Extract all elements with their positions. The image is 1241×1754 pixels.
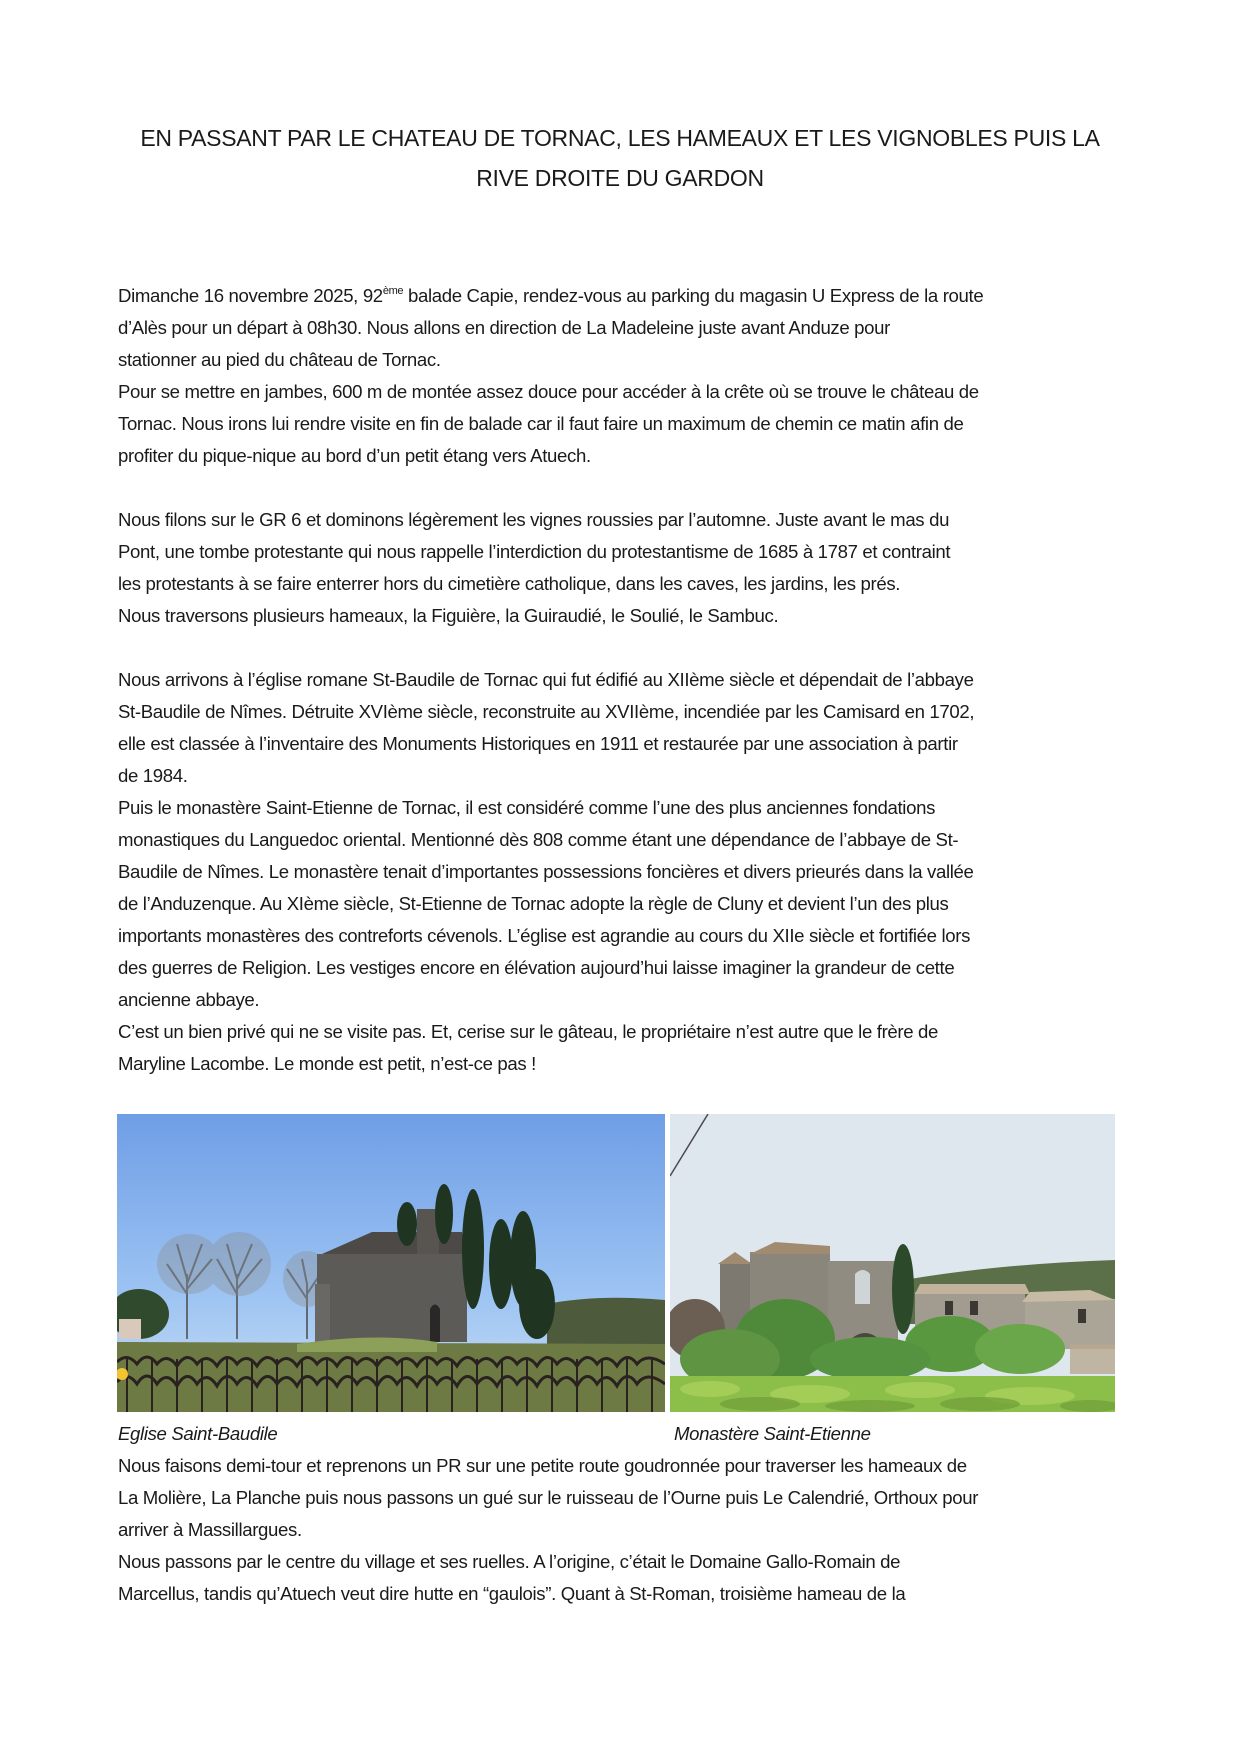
body-section-2 (118, 1450, 1128, 1610)
paragraph3-line: monastiques du Languedoc oriental. Mentionné dès 808 comme étant une dépendance de l’abbaye de St- (118, 829, 959, 850)
title-line-1: EN PASSANT PAR LE CHATEAU DE TORNAC, LES HAMEAUX ET LES VIGNOBLES PUIS LA (140, 125, 1100, 151)
paragraph3-line: Puis le monastère Saint-Etienne de Tornac, il est considéré comme l’une des plus anciennes fondations (118, 797, 936, 818)
church-photo-illustration (117, 1114, 665, 1412)
paragraph-gap (118, 632, 1128, 664)
paragraph4-line: arriver à Massillargues. (118, 1519, 302, 1540)
paragraph3-line: Nous arrivons à l’église romane St-Baudile de Tornac qui fut édifié au XIIème siècle et dépendait de l’abbaye (118, 669, 974, 690)
paragraph3-line: ancienne abbaye. (118, 989, 260, 1010)
paragraph3-line: de l’Anduzenque. Au XIème siècle, St-Etienne de Tornac adopte la règle de Cluny et devient l’un des plus (118, 893, 949, 914)
paragraph3-line: de 1984. (118, 765, 188, 786)
paragraph3-line: Baudile de Nîmes. Le monastère tenait d’importantes possessions foncières et divers prieurés dans la vallée (118, 861, 974, 882)
intro-line: Tornac. Nous irons lui rendre visite en fin de balade car il faut faire un maximum de chemin ce matin afin de (118, 413, 964, 434)
caption-monastere-saint-etienne: Monastère Saint-Etienne (674, 1423, 871, 1444)
intro-line: stationner au pied du château de Tornac. (118, 349, 441, 370)
paragraph3-line: importants monastères des contreforts cévenols. L’église est agrandie au cours du XIIe siècle et fortifiée lors (118, 925, 971, 946)
intro-line: d’Alès pour un départ à 08h30. Nous allons en direction de La Madeleine juste avant Anduze pour (118, 317, 891, 338)
paragraph4-line: La Molière, La Planche puis nous passons un gué sur le ruisseau de l’Ourne puis Le Calendrié, Orthoux pour (118, 1487, 979, 1508)
title-line-2: RIVE DROITE DU GARDON (476, 165, 764, 191)
intro-line: Pour se mettre en jambes, 600 m de montée assez douce pour accéder à la crête où se trouve le château de (118, 381, 979, 402)
document-title (100, 118, 1140, 198)
paragraph2-line: Nous filons sur le GR 6 et dominons légèrement les vignes roussies par l’automne. Juste avant le mas du (118, 509, 950, 530)
paragraph3-line: C’est un bien privé qui ne se visite pas. Et, cerise sur le gâteau, le propriétaire n’est autre que le frère de (118, 1021, 939, 1042)
monastery-photo-illustration (670, 1114, 1115, 1412)
paragraph3-line: des guerres de Religion. Les vestiges encore en élévation aujourd’hui laisse imaginer la grandeur de cette (118, 957, 955, 978)
intro-line-1: Dimanche 16 novembre 2025, 92ème balade Capie, rendez-vous au parking du magasin U Express de la route (118, 285, 984, 306)
paragraph3-line: St-Baudile de Nîmes. Détruite XVIème siècle, reconstruite au XVIIème, incendiée par les Camisard en 1702, (118, 701, 975, 722)
intro-line: profiter du pique-nique au bord d’un petit étang vers Atuech. (118, 445, 591, 466)
photo-eglise-saint-baudile (117, 1114, 665, 1412)
paragraph3-line: Maryline Lacombe. Le monde est petit, n’est-ce pas ! (118, 1053, 536, 1074)
body-section-1 (118, 280, 1128, 1080)
caption-eglise-saint-baudile: Eglise Saint-Baudile (118, 1423, 278, 1444)
photo-monastere-saint-etienne (670, 1114, 1115, 1412)
paragraph3-line: elle est classée à l’inventaire des Monuments Historiques en 1911 et restaurée par une association à partir (118, 733, 958, 754)
paragraph2-line: les protestants à se faire enterrer hors du cimetière catholique, dans les caves, les jardins, les prés. (118, 573, 901, 594)
paragraph4-line: Marcellus, tandis qu’Atuech veut dire hutte en “gaulois”. Quant à St-Roman, troisième hameau de la (118, 1583, 906, 1604)
paragraph2-line: Pont, une tombe protestante qui nous rappelle l’interdiction du protestantisme de 1685 à 1787 et contraint (118, 541, 951, 562)
paragraph-gap (118, 472, 1128, 504)
paragraph4-line: Nous passons par le centre du village et ses ruelles. A l’origine, c’était le Domaine Gallo-Romain de (118, 1551, 901, 1572)
paragraph4-line: Nous faisons demi-tour et reprenons un PR sur une petite route goudronnée pour traverser les hameaux de (118, 1455, 967, 1476)
superscript-eme: ème (382, 285, 404, 297)
paragraph2-line: Nous traversons plusieurs hameaux, la Figuière, la Guiraudié, le Soulié, le Sambuc. (118, 605, 779, 626)
